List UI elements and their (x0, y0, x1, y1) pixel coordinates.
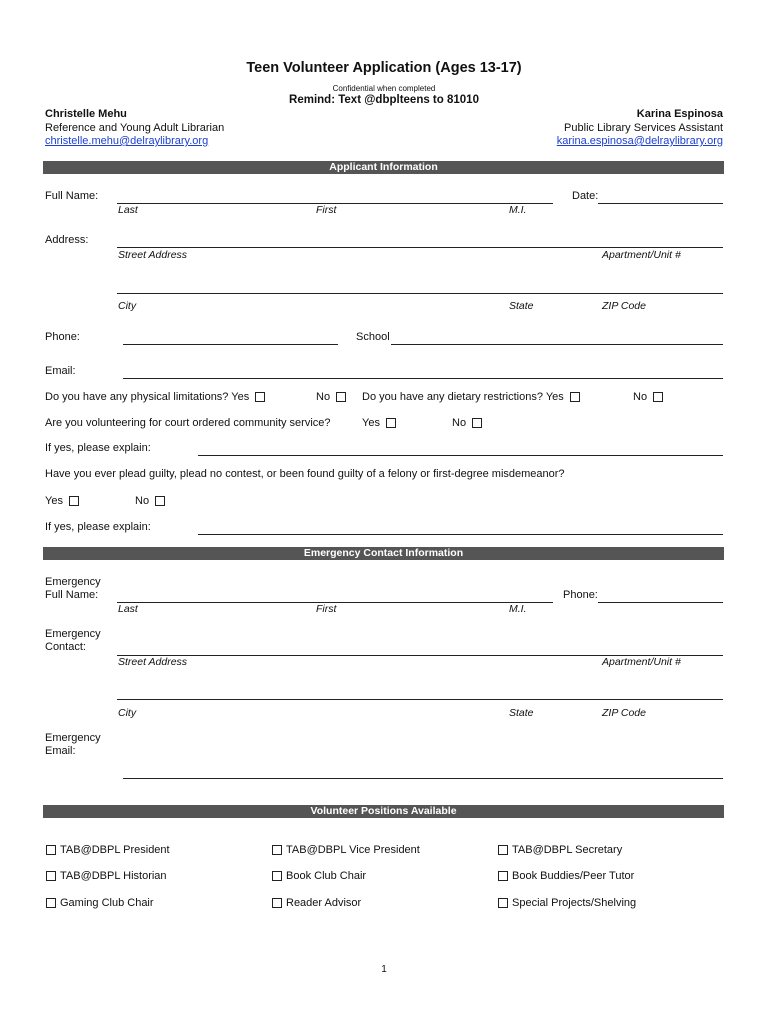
dietary-yes-checkbox[interactable] (570, 392, 580, 402)
emergency-state-caption: State (509, 707, 534, 719)
state-caption: State (509, 300, 534, 312)
position-option (272, 844, 420, 856)
court-yes-option (362, 417, 396, 429)
emergency-email-label-line1: Emergency (45, 732, 101, 744)
court-no-checkbox[interactable] (472, 418, 482, 428)
position-checkbox[interactable] (498, 871, 508, 881)
felony-yes-option (45, 495, 79, 507)
position-label: TAB@DBPL Vice President (286, 844, 420, 856)
confidential-note: Confidential when completed (332, 84, 436, 93)
position-option (272, 870, 366, 882)
school-label: School (356, 331, 390, 343)
date-field[interactable] (598, 203, 723, 204)
felony-no-checkbox[interactable] (155, 496, 165, 506)
emergency-zip-caption: ZIP Code (602, 707, 646, 719)
position-label: Special Projects/Shelving (512, 897, 637, 909)
first-caption: First (316, 204, 337, 216)
position-option (498, 870, 634, 882)
emergency-apt-caption: Apartment/Unit # (602, 656, 681, 668)
phone-field[interactable] (123, 344, 338, 345)
zip-caption: ZIP Code (602, 300, 646, 312)
court-service-question: Are you volunteering for court ordered community service? (45, 417, 331, 429)
page-number: 1 (381, 964, 387, 975)
court-yes-label: Yes (362, 417, 380, 429)
emergency-last-caption: Last (118, 603, 138, 615)
court-no-option (452, 417, 482, 429)
remind-note: Remind: Text @dbplteens to 81010 (289, 94, 479, 106)
court-yes-checkbox[interactable] (386, 418, 396, 428)
felony-question: Have you ever plead guilty, plead no contest, or been found guilty of a felony or first-degree misdemeanor? (45, 468, 565, 480)
position-label: Book Club Chair (286, 870, 367, 882)
physical-question-text: Do you have any physical limitations? Yes (45, 391, 250, 403)
court-no-label: No (452, 417, 467, 429)
physical-no-option (316, 391, 346, 403)
position-option (272, 897, 361, 909)
street-caption: Street Address (118, 249, 188, 261)
dietary-restrictions-question (362, 391, 580, 403)
email-label: Email: (45, 365, 76, 377)
physical-no-checkbox[interactable] (336, 392, 346, 402)
position-checkbox[interactable] (272, 845, 282, 855)
dietary-question-text: Do you have any dietary restrictions? Yes (362, 391, 564, 403)
emergency-email-field[interactable] (123, 778, 723, 779)
felony-explain-field[interactable] (198, 534, 723, 535)
section-positions-header: Volunteer Positions Available (43, 805, 724, 818)
email-field[interactable] (123, 378, 723, 379)
city-state-zip-field[interactable] (117, 293, 723, 294)
emergency-phone-label: Phone: (563, 589, 598, 601)
emergency-name-label-line2: Full Name: (45, 589, 99, 601)
position-checkbox[interactable] (46, 871, 56, 881)
city-caption: City (118, 300, 137, 312)
section-emergency-header: Emergency Contact Information (43, 547, 724, 560)
emergency-street-caption: Street Address (118, 656, 188, 668)
position-label: TAB@DBPL Secretary (512, 844, 623, 856)
felony-no-option (135, 495, 165, 507)
emergency-email-label-line2: Email: (45, 745, 76, 757)
full-name-label: Full Name: (45, 190, 99, 202)
emergency-contact-label-line2: Contact: (45, 641, 86, 653)
emergency-name-label-line1: Emergency (45, 576, 101, 588)
position-option (498, 844, 622, 856)
position-checkbox[interactable] (272, 871, 282, 881)
section-applicant-header: Applicant Information (43, 161, 724, 174)
felony-yes-label: Yes (45, 495, 63, 507)
date-label: Date: (572, 190, 599, 202)
court-explain-label: If yes, please explain: (45, 442, 151, 454)
position-label: Reader Advisor (286, 897, 362, 909)
dietary-no-option (633, 391, 663, 403)
position-label: Gaming Club Chair (60, 897, 154, 909)
address-label: Address: (45, 234, 89, 246)
left-contact-name: Christelle Mehu (45, 108, 127, 120)
dietary-no-checkbox[interactable] (653, 392, 663, 402)
physical-no-label: No (316, 391, 331, 403)
position-checkbox[interactable] (498, 898, 508, 908)
position-checkbox[interactable] (46, 845, 56, 855)
emergency-mi-caption: M.I. (509, 603, 527, 615)
left-contact-role: Reference and Young Adult Librarian (45, 122, 225, 134)
school-field[interactable] (391, 344, 723, 345)
page-title: Teen Volunteer Application (Ages 13-17) (246, 60, 522, 76)
felony-no-label: No (135, 495, 150, 507)
left-contact-email-link[interactable]: christelle.mehu@delraylibrary.org (45, 135, 209, 147)
physical-limitations-question (45, 391, 265, 403)
position-option (46, 897, 154, 909)
right-contact-name: Karina Espinosa (636, 108, 723, 120)
mi-caption: M.I. (509, 204, 527, 216)
position-option (46, 844, 170, 856)
right-contact-role: Public Library Services Assistant (564, 122, 723, 134)
felony-yes-checkbox[interactable] (69, 496, 79, 506)
position-option (498, 897, 636, 909)
emergency-city-caption: City (118, 707, 137, 719)
emergency-phone-field[interactable] (598, 602, 723, 603)
right-contact-email-link[interactable]: karina.espinosa@delraylibrary.org (556, 135, 723, 147)
position-checkbox[interactable] (272, 898, 282, 908)
position-checkbox[interactable] (498, 845, 508, 855)
felony-explain-label: If yes, please explain: (45, 521, 151, 533)
dietary-no-label: No (633, 391, 648, 403)
physical-yes-checkbox[interactable] (255, 392, 265, 402)
court-explain-field[interactable] (198, 455, 723, 456)
apt-caption: Apartment/Unit # (602, 249, 681, 261)
emergency-city-state-zip-field[interactable] (117, 699, 723, 700)
position-label: TAB@DBPL President (60, 844, 170, 856)
emergency-first-caption: First (316, 603, 337, 615)
position-label: TAB@DBPL Historian (60, 870, 167, 882)
phone-label: Phone: (45, 331, 80, 343)
emergency-contact-label-line1: Emergency (45, 628, 101, 640)
position-option (46, 870, 167, 882)
last-caption: Last (118, 204, 138, 216)
street-address-field[interactable] (117, 247, 723, 248)
position-checkbox[interactable] (46, 898, 56, 908)
position-label: Book Buddies/Peer Tutor (512, 870, 635, 882)
